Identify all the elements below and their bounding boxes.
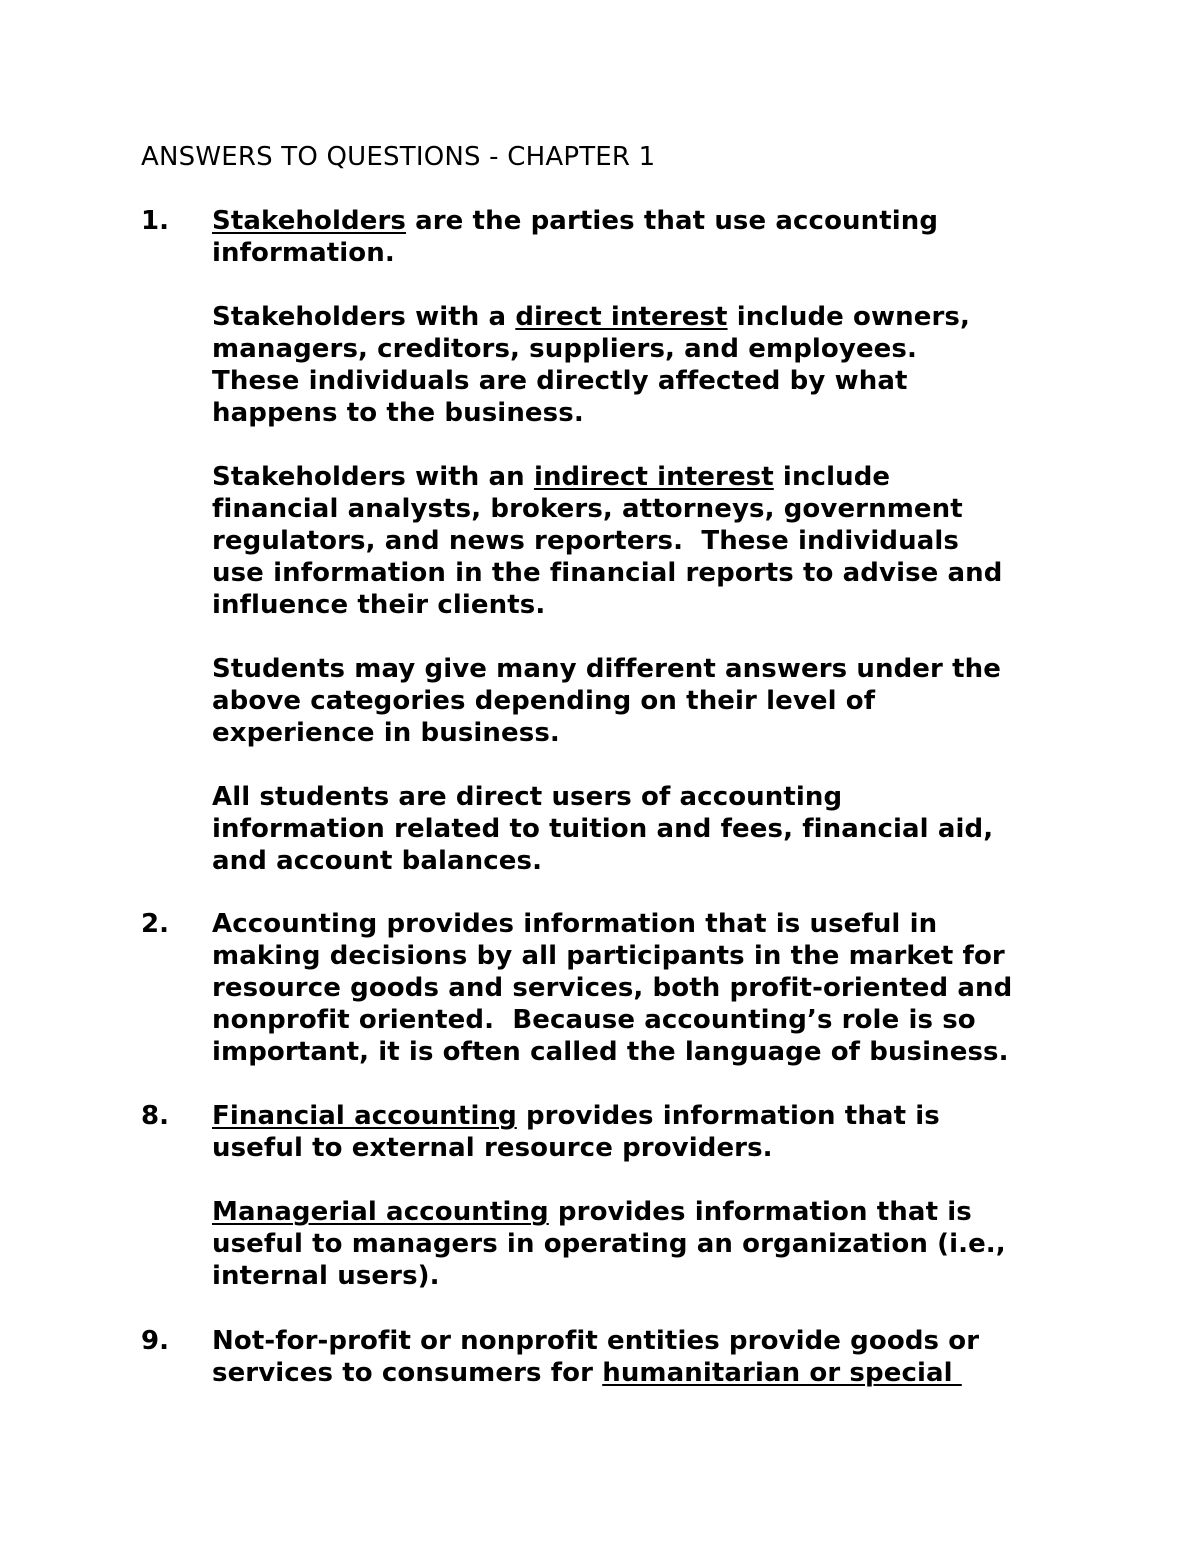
text-line xyxy=(212,333,1102,365)
underlined-term: direct interest xyxy=(515,302,728,332)
text-segment: and account balances. xyxy=(212,846,543,876)
text-line xyxy=(212,685,1102,717)
text-segment: useful to managers in operating an organization (i.e., xyxy=(212,1229,1006,1259)
answer-paragraph xyxy=(212,781,1102,877)
text-line xyxy=(212,525,1102,557)
text-segment: happens to the business. xyxy=(212,398,584,428)
text-line xyxy=(212,1100,1102,1132)
answer-body xyxy=(212,1325,1102,1389)
text-segment: important, it is often called the language of business. xyxy=(212,1037,1009,1067)
underlined-term: Financial accounting xyxy=(212,1101,517,1131)
text-segment: regulators, and news reporters. These individuals xyxy=(212,526,959,556)
text-segment: Accounting provides information that is useful in xyxy=(212,909,938,939)
answer-number: 1. xyxy=(141,206,169,236)
text-line xyxy=(212,1004,1102,1036)
underlined-term: humanitarian or special xyxy=(602,1358,962,1388)
text-line xyxy=(212,1196,1102,1228)
answer-body xyxy=(212,908,1102,1068)
answer-paragraph xyxy=(212,205,1102,269)
text-segment: above categories depending on their level of xyxy=(212,686,876,716)
text-line xyxy=(212,397,1102,429)
answer-number: 2. xyxy=(141,909,169,939)
underlined-term: indirect interest xyxy=(533,462,774,492)
answer-paragraph xyxy=(212,461,1102,621)
text-segment: Stakeholders with an xyxy=(212,462,534,492)
text-segment: nonprofit oriented. Because accounting’s role is so xyxy=(212,1005,976,1035)
text-line xyxy=(212,1132,1102,1164)
text-segment: services to consumers for xyxy=(212,1358,603,1388)
answer-paragraph xyxy=(212,1325,1102,1389)
text-line xyxy=(212,205,1102,237)
text-segment: These individuals are directly affected by what xyxy=(212,366,908,396)
answer-paragraph xyxy=(212,1196,1102,1292)
text-segment: provides information that is xyxy=(548,1197,972,1227)
text-segment: financial analysts, brokers, attorneys, government xyxy=(212,494,963,524)
text-line xyxy=(212,365,1102,397)
text-segment: include owners, xyxy=(727,302,970,332)
text-segment: information related to tuition and fees, financial aid, xyxy=(212,814,994,844)
text-line xyxy=(212,1325,1102,1357)
text-line xyxy=(212,1036,1102,1068)
text-segment: include xyxy=(773,462,891,492)
text-segment: influence their clients. xyxy=(212,590,546,620)
text-segment: are the parties that use accounting xyxy=(405,206,939,236)
text-segment: provides information that is xyxy=(516,1101,940,1131)
answer-paragraph xyxy=(212,908,1102,1068)
text-line xyxy=(212,653,1102,685)
text-line xyxy=(212,845,1102,877)
text-line xyxy=(212,301,1102,333)
text-line xyxy=(212,813,1102,845)
text-line xyxy=(212,589,1102,621)
text-segment: Not-for-profit or nonprofit entities provide goods or xyxy=(212,1326,980,1356)
text-line xyxy=(212,717,1102,749)
text-segment: use information in the financial reports to advise and xyxy=(212,558,1003,588)
page-title: ANSWERS TO QUESTIONS - CHAPTER 1 xyxy=(141,142,656,172)
answer-paragraph xyxy=(212,301,1102,429)
text-line xyxy=(212,237,1102,269)
text-segment: information. xyxy=(212,238,395,268)
text-line xyxy=(212,1357,1102,1389)
text-line xyxy=(212,781,1102,813)
answer-number: 9. xyxy=(141,1326,169,1356)
text-segment: Stakeholders with a xyxy=(212,302,516,332)
text-line xyxy=(212,1260,1102,1292)
answer-number: 8. xyxy=(141,1101,169,1131)
text-segment: internal users). xyxy=(212,1261,440,1291)
text-line xyxy=(212,940,1102,972)
text-line xyxy=(212,493,1102,525)
text-segment: useful to external resource providers. xyxy=(212,1133,773,1163)
answer-body xyxy=(212,1100,1102,1292)
underlined-term: Managerial accounting xyxy=(212,1197,549,1227)
text-segment: managers, creditors, suppliers, and employees. xyxy=(212,334,917,364)
text-line xyxy=(212,1228,1102,1260)
text-line xyxy=(212,557,1102,589)
text-line xyxy=(212,972,1102,1004)
answer-paragraph xyxy=(212,1100,1102,1164)
text-line xyxy=(212,908,1102,940)
text-segment: resource goods and services, both profit-oriented and xyxy=(212,973,1013,1003)
text-segment: All students are direct users of accounting xyxy=(212,782,843,812)
text-segment: experience in business. xyxy=(212,718,560,748)
text-line xyxy=(212,461,1102,493)
underlined-term: Stakeholders xyxy=(212,206,406,236)
answer-paragraph xyxy=(212,653,1102,749)
text-segment: making decisions by all participants in the market for xyxy=(212,941,1005,971)
answer-body xyxy=(212,205,1102,877)
text-segment: Students may give many different answers under the xyxy=(212,654,1001,684)
